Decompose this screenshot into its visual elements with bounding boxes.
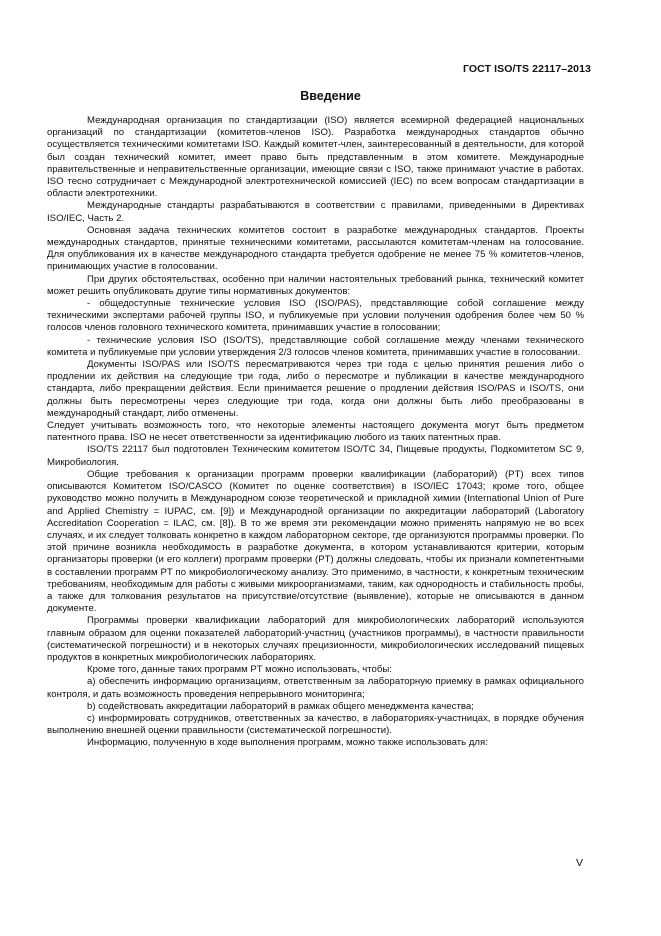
paragraph-moreover: Кроме того, данные таких программ PT можно использовать, чтобы:	[87, 664, 392, 676]
paragraph-main-task: Основная задача технических комитетов состоит в разработке международных стандартов. Проекты международных стандартов, принятые техническими комитетами, рассылаются комитетам-членам на голосование. Для опубликования их в качестве международного стандарта требуется одобрение не менее 75 % комитетов-членов, принимающих участие в голосовании.	[47, 224, 584, 273]
list-item-a: а) обеспечить информацию организациям, ответственным за лабораторную приемку в рамках официального контроля, и дать возможность проведения непрерывного мониторинга;	[47, 676, 584, 700]
paragraph-general-requirements: Общие требования к организации программ проверки квалификации (лабораторий) (PT) всех типов описываются Комитетом ISO/CASCO (Комитет по оценке соответствия) в ISO/IEC 17043; кроме того, общее руководство можно получить в Международном союзе теоретической и прикладной химии (International Union of Pure and Applied Chemistry = IUPAC, см. [9]) и Международной организации по аккредитации лабораторий (Laboratory Accreditation Cooperation = ILAC, см. [8]). В то же время эти рекомендации можно применять напрямую не во всех случаях, и их следует толковать конкретно в каждом лабораторном секторе, где организуются программы проверки. По этой причине возникла необходимость в разработке документа, в котором устанавливаются критерии, которым организаторы проверки (и его коллеги) программ проверки (PT) должны следовать, чтобы их признали компетентными в составлении программ PT по микробиологическому анализу. Это применимо, в частности, к конкретным техническим требованиям, необходимым для работы с живыми микроорганизмами, таким, как однородность и стабильность пробы, а также для толкования результатов на присутствие/отсутствие (выявление), которые не описываются в данном документе.	[47, 468, 584, 615]
list-item-c: c) информировать сотрудников, ответственных за качество, в лабораториях-участницах, в порядке обучения выполнению внешней оценки правильности (систематической погрешности).	[47, 712, 584, 737]
paragraph-iso-pas: - общедоступные технические условия ISO (ISO/PAS), представляющие собой соглашение между техническими экспертами рабочей группы ISO, и публикуемые при условии получения одобрения более чем 50 % голосов членов головного технического комитета, принимавших участие в голосовании;	[47, 298, 584, 334]
paragraph-iso-ts: - технические условия ISO (ISO/TS), представляющие собой соглашение между членами технического комитета и публикуемые при условии утверждения 2/3 голосов членов комитета, принимавших участие в голосовании.	[47, 334, 584, 358]
paragraph-iso-intro: Международная организация по стандартизации (ISO) является всемирной федерацией национальных организаций по стандартизации (комитетов-членов ISO). Разработка международных стандартов обычно осуществляется техническими комитетами ISO. Каждый комитет-член, заинтересованный в деятельности, для которой был создан технический комитет, имеет право быть представленным в этом комитете. Международные правительственные и неправительственные организации, имеющие связи с ISO, также принимают участие в работах. ISO тесно сотрудничает с Международной электротехнической комиссией (IEC) по всем вопросам стандартизации в области электротехники.	[47, 115, 584, 200]
paragraph-patents: Следует учитывать возможность того, что некоторые элементы настоящего документа могут быть предметом патентного права. ISO не несет ответственности за идентификацию любого из таких патентных прав.	[47, 420, 584, 444]
paragraph-pt-programs: Программы проверки квалификации лабораторий для микробиологических лабораторий используются главным образом для оценки показателей лабораторий-участниц (участников программы), в частности правильности (систематической погрешности) и в некоторых случаях прецизионности, микробиологических исследований пищевых продуктов в конкретных микробиологических лабораториях.	[47, 615, 584, 663]
document-body	[47, 115, 584, 750]
list-item-b: b) содействовать аккредитации лабораторий в рамках общего менеджмента качества;	[87, 700, 474, 712]
section-title: Введение	[300, 89, 361, 103]
paragraph-directives: Международные стандарты разрабатываются в соответствии с правилами, приведенными в Директивах ISO/IEC, Часть 2.	[47, 200, 584, 224]
paragraph-other-circumstances: При других обстоятельствах, особенно при наличии настоятельных требований рынка, технический комитет может решить опубликовать другие типы нормативных документов:	[47, 273, 584, 297]
paragraph-prepared-by: ISO/TS 22117 был подготовлен Техническим комитетом ISO/TC 34, Пищевые продукты, Подкомитетом SC 9, Микробиология.	[47, 444, 584, 468]
document-code-header: ГОСТ ISO/TS 22117–2013	[463, 63, 591, 75]
paragraph-information: Информацию, полученную в ходе выполнения программ, можно также использовать для:	[87, 737, 488, 749]
paragraph-review: Документы ISO/PAS или ISO/TS пересматриваются через три года с целью принятия решения либо о продлении их действия на следующие три года, либо о пересмотре и публикации в качестве международного стандарта, либо прекращении действия. Если принимается решение о продлении действия ISO/PAS и ISO/TS, они должны быть пересмотрены через следующие три года, когда они должны быть либо преобразованы в международный стандарт, либо отменены.	[47, 359, 584, 419]
page-number: V	[575, 857, 583, 869]
